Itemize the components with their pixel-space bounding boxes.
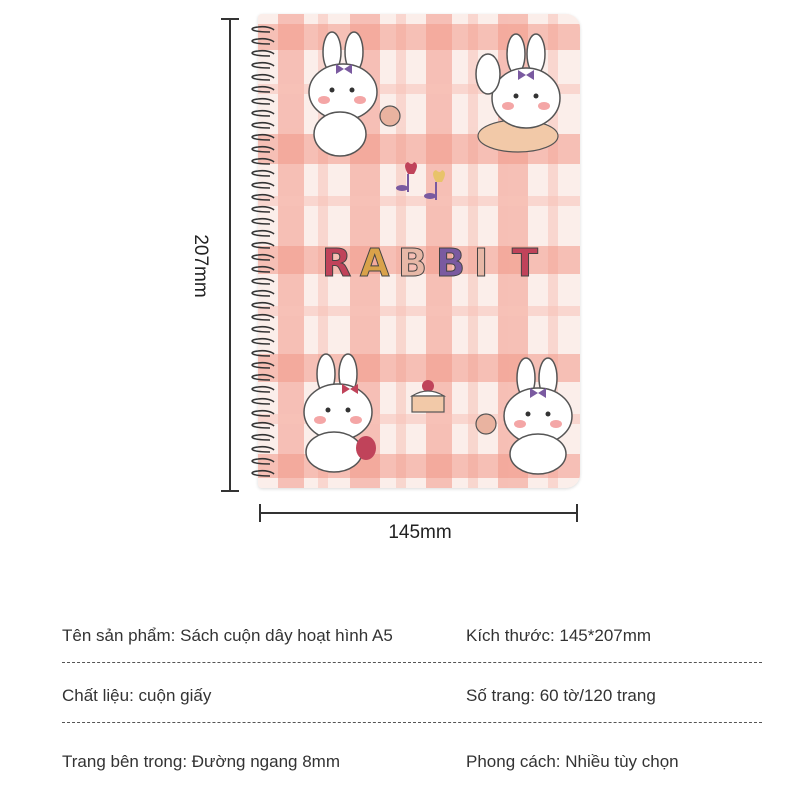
spiral-ring [252, 111, 274, 116]
spiral-ring [252, 255, 274, 260]
spiral-ring [252, 99, 274, 104]
spec-divider [62, 662, 762, 663]
spiral-ring [252, 387, 274, 392]
spiral-ring [252, 123, 274, 128]
spiral-ring [252, 147, 274, 152]
spiral-ring [252, 351, 274, 356]
cover-title-letter: B [398, 241, 427, 285]
cover-title-letter: T [512, 241, 538, 285]
spec-style: Phong cách: Nhiều tùy chọn [466, 752, 679, 771]
width-dimension-cap-right [576, 504, 578, 522]
spec-divider [62, 722, 762, 723]
spec-product-name: Tên sản phẩm: Sách cuộn dây hoạt hình A5 [62, 626, 393, 645]
notebook-cover [258, 14, 580, 488]
spiral-ring [252, 363, 274, 368]
spiral-ring [252, 219, 274, 224]
spiral-ring [252, 87, 274, 92]
spiral-ring [252, 279, 274, 284]
spiral-ring [252, 183, 274, 188]
spiral-ring [252, 315, 274, 320]
spiral-binding [246, 24, 276, 480]
spiral-ring [252, 435, 274, 440]
spiral-ring [252, 135, 274, 140]
width-dimension-cap-left [259, 504, 261, 522]
spiral-ring [252, 195, 274, 200]
spiral-ring [252, 459, 274, 464]
spec-size: Kích thước: 145*207mm [466, 626, 652, 645]
height-dimension-cap-bottom [221, 490, 239, 492]
spiral-ring [252, 303, 274, 308]
height-dimension-cap-top [221, 18, 239, 20]
spiral-ring [252, 39, 274, 44]
spiral-ring [252, 375, 274, 380]
cover-title [308, 236, 548, 286]
cover-title-letter: A [360, 241, 390, 285]
width-dimension-line [260, 512, 578, 514]
spiral-ring [252, 171, 274, 176]
spiral-ring [252, 411, 274, 416]
spec-material: Chất liệu: cuộn giấy [62, 686, 212, 705]
spiral-ring [252, 27, 274, 32]
spiral-ring [252, 267, 274, 272]
spiral-ring [252, 63, 274, 68]
spiral-ring [252, 471, 274, 476]
spiral-ring [252, 159, 274, 164]
spiral-ring [252, 327, 274, 332]
spiral-ring [252, 447, 274, 452]
spiral-ring [252, 243, 274, 248]
spiral-ring [252, 399, 274, 404]
width-label: 145mm [388, 522, 452, 543]
spiral-ring [252, 339, 274, 344]
spec-inner-pages: Trang bên trong: Đường ngang 8mm [62, 752, 340, 771]
spec-pages: Số trang: 60 tờ/120 trang [466, 686, 656, 705]
spiral-ring [252, 207, 274, 212]
height-label: 207mm [190, 234, 211, 298]
cover-title-letter: R [322, 241, 352, 285]
cover-title-letter: I [474, 241, 489, 285]
height-dimension-line [229, 18, 231, 492]
spiral-ring [252, 423, 274, 428]
spiral-ring [252, 291, 274, 296]
cover-title-letter: B [436, 241, 465, 285]
spiral-ring [252, 75, 274, 80]
spiral-ring [252, 231, 274, 236]
spiral-ring [252, 51, 274, 56]
